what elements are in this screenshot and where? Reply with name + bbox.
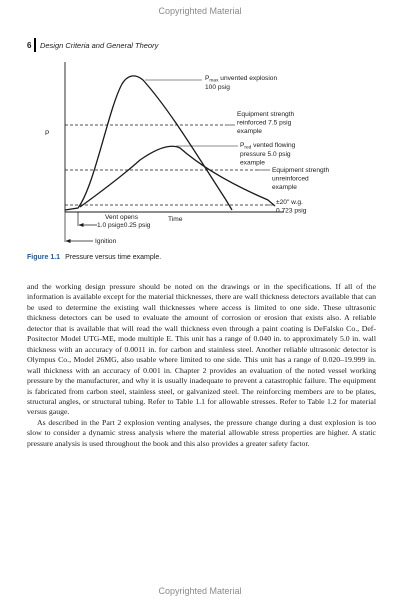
page-number: 6 bbox=[27, 40, 32, 50]
copyright-watermark-top: Copyrighted Material bbox=[158, 6, 242, 16]
figure-caption-text: Pressure versus time example. bbox=[65, 254, 162, 261]
body-paragraph-1: and the working design pressure should be noted on the drawings or in the specifications. If all of the information is available except for the material thicknesses, there are wall thickness detectors available that can be used to determine the existing wall thicknesses where access is limited to one side. These ultrasonic thickness detectors can be used to evaluate the amount of corrosion or erosion that exists also. A reliable detector that is available that will read the wall thickness even through a paint coating is DeFalsko Co., Def-Positector Model UTG-ME, mode multiple E. This unit has a range of 0.040 in. to approximately 5.0 in. wall thickness with an accuracy of 0.0011 in. for carbon and stainless steel. Another reliable ultrasonic detector is Olympus Co., Model 26MG, also usable where limited to one side. This unit has a range of 0.020–19.999 in. wall thickness with an accuracy of 0.001 in. Chapter 2 provides an evaluation of the noted vessel working pressure by the manufacturer, and why it is usually inadequate to prevent a catastrophic failure. The equipment is fabricated from carbon steel, stainless steel, or galvanized steel. The reinforcing members are to be plates, structural angles, or structural tubing. Refer to Table 1.1 for allowable stresses. Refer to Table 1.2 for material versus gauge. bbox=[27, 282, 376, 417]
body-paragraph-2: As described in the Part 2 explosion venting analyses, the pressure change during a dust explosion is too slow to consider a dynamic stress analysis where the material allowable stress properties are higher. A static pressure analysis is used throughout the book and this also provides a greater safety factor. bbox=[27, 417, 376, 448]
copyright-watermark-bottom: Copyrighted Material bbox=[158, 586, 242, 596]
x-axis-label: Time bbox=[168, 216, 183, 223]
pressure-time-figure bbox=[0, 0, 400, 260]
unreinforced-strength-label: Equipment strength unreinforced example bbox=[272, 167, 330, 191]
pmax-value-label: 100 psig bbox=[205, 84, 230, 91]
pred-label: $P_{red}$ vented flowing bbox=[240, 142, 296, 151]
pred-detail-label: pressure 5.0 psig example bbox=[240, 151, 291, 167]
w-g-label: ±20" w.g. 0.723 psig bbox=[276, 199, 307, 215]
y-axis-label: P bbox=[45, 130, 50, 137]
figure-number: Figure 1.1 bbox=[27, 254, 61, 261]
vent-pressure-label: 1.0 psig±0.25 psig bbox=[97, 222, 151, 229]
ignition-label: Ignition bbox=[95, 238, 117, 245]
body-text bbox=[27, 282, 376, 449]
pmax-label: $P_{max}$ unvented explosion bbox=[205, 75, 278, 84]
reinforced-strength-label: Equipment strength reinforced 7.5 psig example bbox=[237, 111, 295, 135]
unvented-pressure-curve bbox=[65, 76, 232, 210]
figure-caption bbox=[27, 254, 377, 261]
vent-opens-label: Vent opens bbox=[105, 214, 138, 221]
running-head: Design Criteria and General Theory bbox=[39, 40, 159, 50]
